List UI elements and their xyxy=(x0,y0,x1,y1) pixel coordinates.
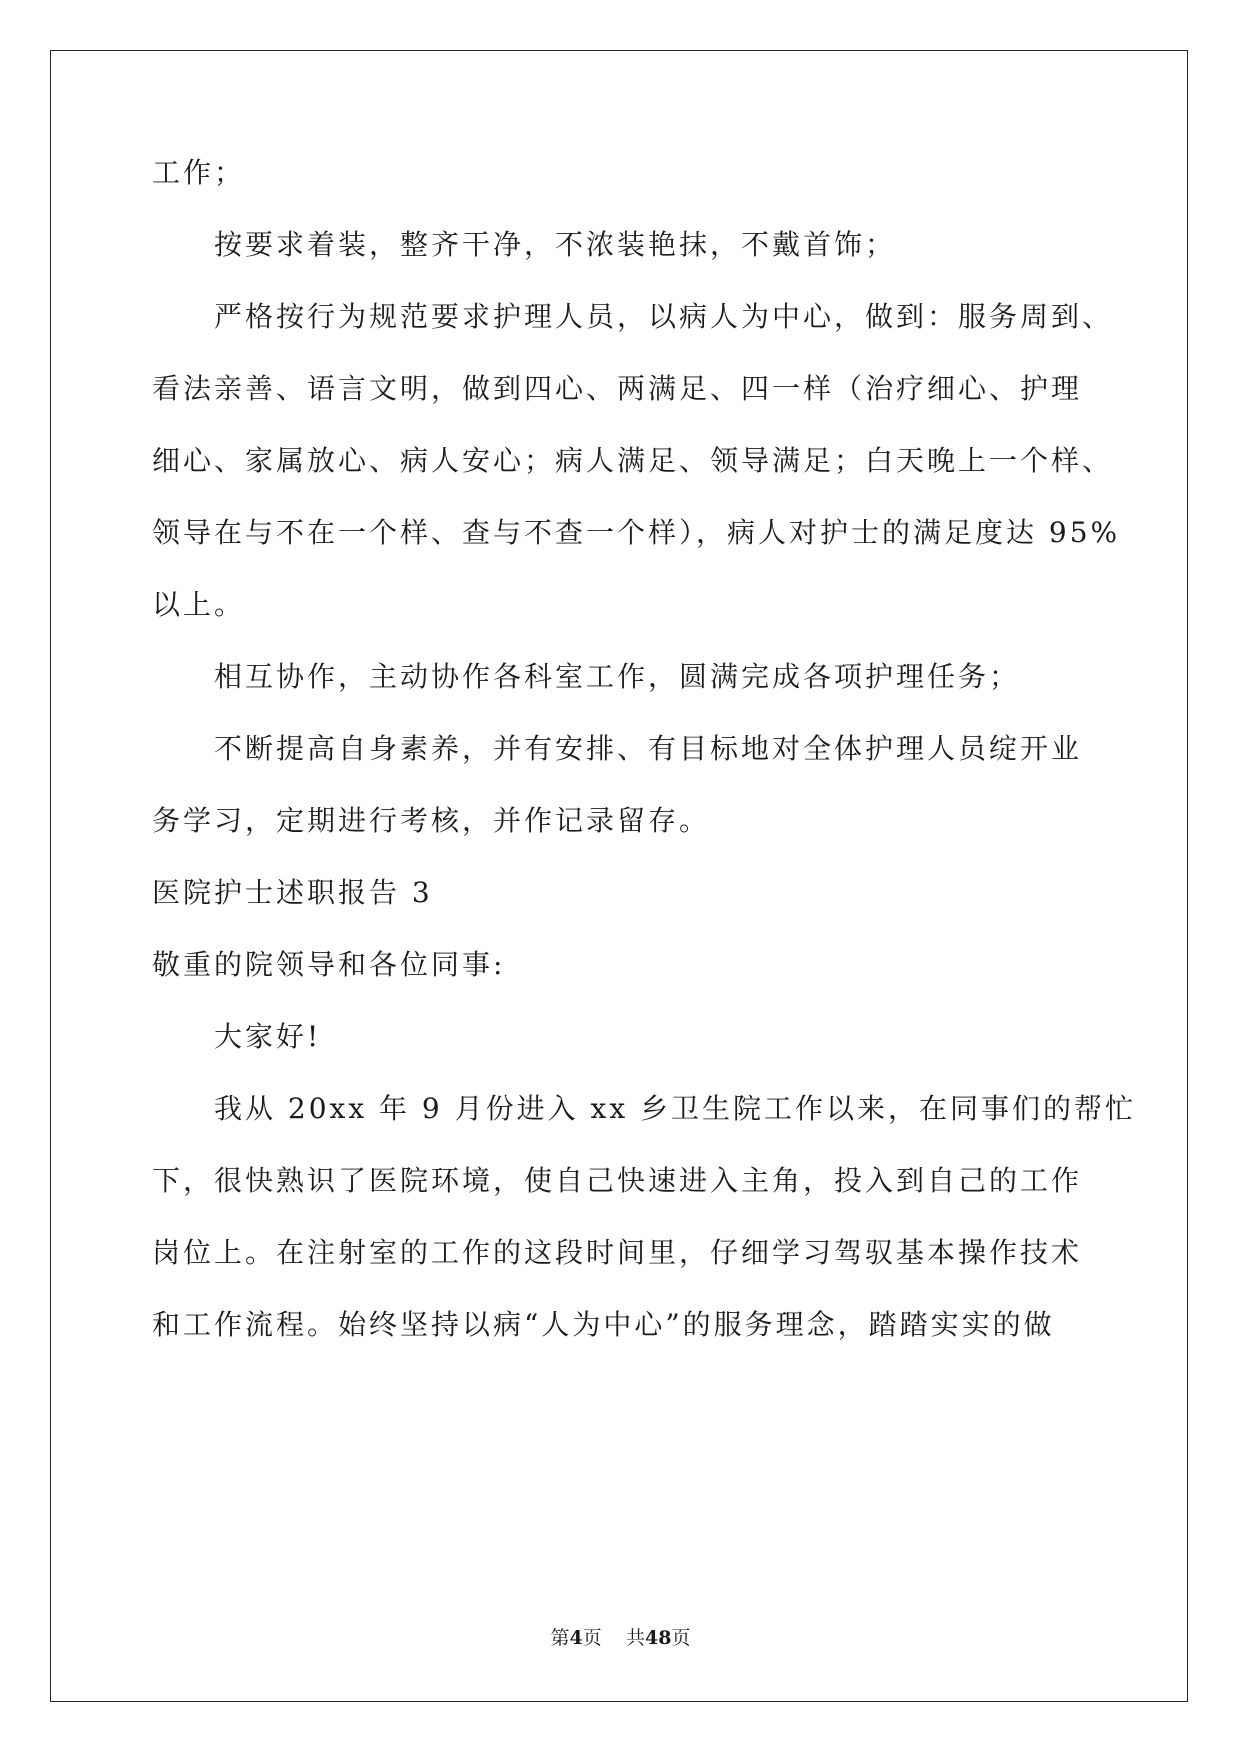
body-line: 看法亲善、语言文明，做到四心、两满足、四一样（治疗细心、护理 xyxy=(152,372,1083,405)
salutation: 敬重的院领导和各位同事: xyxy=(152,948,506,981)
page-number: 4 xyxy=(569,1627,583,1649)
body-line: 我从 20xx 年 9 月份进入 xx 乡卫生院工作以来，在同事们的帮忙 xyxy=(214,1092,1137,1125)
body-line: 和工作流程。始终坚持以病“人为中心”的服务理念，踏踏实实的做 xyxy=(152,1308,1055,1341)
body-line: 细心、家属放心、病人安心；病人满足、领导满足；白天晚上一个样、 xyxy=(152,444,1114,477)
total-suffix: 页 xyxy=(671,1627,691,1649)
body-line: 领导在与不在一个样、查与不查一个样），病人对护士的满足度达 95% xyxy=(152,516,1121,549)
body-line: 相互协作，主动协作各科室工作，圆满完成各项护理任务； xyxy=(214,660,1021,693)
page-suffix: 页 xyxy=(582,1627,602,1649)
total-pages: 48 xyxy=(644,1627,672,1649)
body-line: 岗位上。在注射室的工作的这段时间里，仔细学习驾驭基本操作技术 xyxy=(152,1236,1083,1269)
page-footer xyxy=(0,1626,1241,1650)
greeting: 大家好! xyxy=(214,1020,322,1053)
total-prefix: 共 xyxy=(625,1627,645,1649)
body-line: 工作； xyxy=(152,156,246,189)
section-heading: 医院护士述职报告 3 xyxy=(152,876,433,909)
body-line: 下，很快熟识了医院环境，使自己快速进入主角，投入到自己的工作 xyxy=(152,1164,1083,1197)
body-line: 严格按行为规范要求护理人员，以病人为中心，做到：服务周到、 xyxy=(214,300,1114,333)
body-line: 按要求着装，整齐干净，不浓装艳抹，不戴首饰； xyxy=(214,228,897,261)
body-line: 以上。 xyxy=(152,588,246,621)
body-line: 不断提高自身素养，并有安排、有目标地对全体护理人员绽开业 xyxy=(214,732,1083,765)
page-prefix: 第 xyxy=(550,1627,570,1649)
body-line: 务学习，定期进行考核，并作记录留存。 xyxy=(152,804,711,837)
